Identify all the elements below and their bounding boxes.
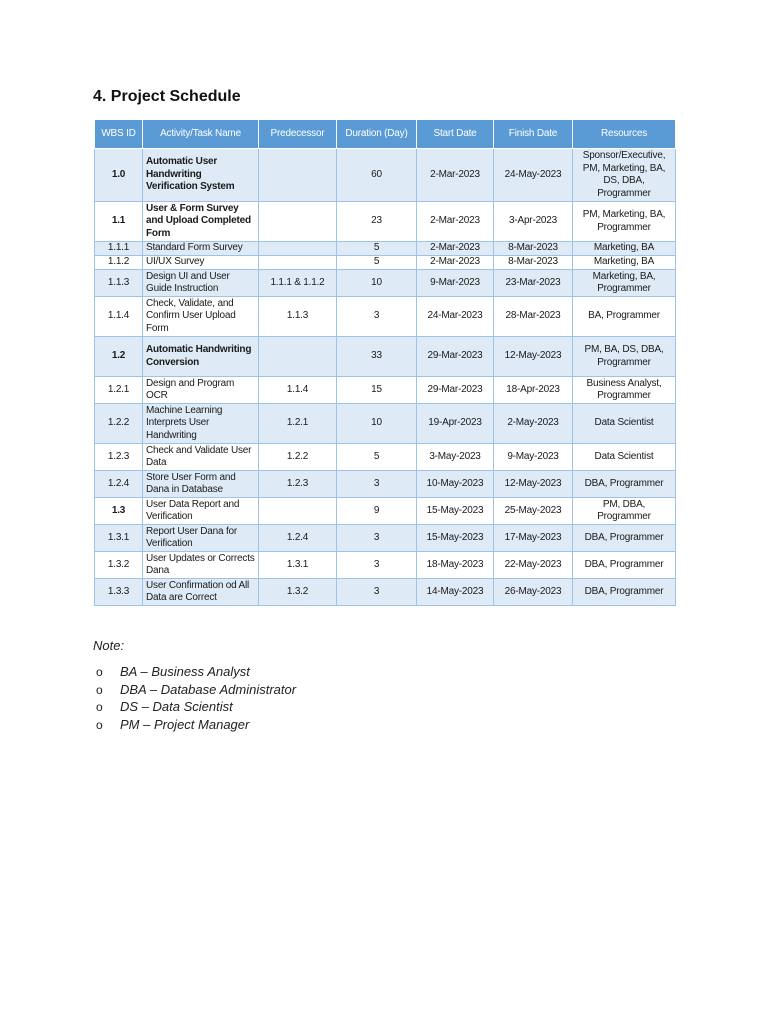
cell-resources: Data Scientist — [573, 404, 676, 444]
list-item — [96, 664, 296, 682]
cell-resources: DBA, Programmer — [573, 552, 676, 579]
cell-resources: Marketing, BA — [573, 242, 676, 256]
cell-predecessor: 1.2.3 — [259, 471, 337, 498]
cell-duration: 5 — [337, 256, 417, 270]
cell-wbs: 1.2.3 — [95, 444, 143, 471]
cell-wbs: 1.1.4 — [95, 297, 143, 337]
cell-duration: 33 — [337, 337, 417, 377]
cell-task: Check, Validate, and Confirm User Upload Form — [143, 297, 259, 337]
header-resources: Resources — [573, 120, 676, 149]
cell-task: User & Form Survey and Upload Completed Form — [143, 202, 259, 242]
cell-finish: 26-May-2023 — [494, 579, 573, 606]
cell-predecessor: 1.3.2 — [259, 579, 337, 606]
cell-task: Design UI and User Guide Instruction — [143, 270, 259, 297]
cell-start: 14-May-2023 — [417, 579, 494, 606]
note-item-text: PM – Project Manager — [120, 717, 250, 733]
cell-finish: 28-Mar-2023 — [494, 297, 573, 337]
cell-duration: 10 — [337, 270, 417, 297]
cell-finish: 8-Mar-2023 — [494, 242, 573, 256]
project-schedule-table — [94, 119, 676, 606]
cell-task: User Data Report and Verification — [143, 498, 259, 525]
cell-finish: 9-May-2023 — [494, 444, 573, 471]
table-row — [95, 149, 676, 202]
cell-duration: 3 — [337, 552, 417, 579]
table-row — [95, 270, 676, 297]
cell-predecessor: 1.1.1 & 1.1.2 — [259, 270, 337, 297]
cell-start: 15-May-2023 — [417, 498, 494, 525]
cell-wbs: 1.2.2 — [95, 404, 143, 444]
table-row — [95, 377, 676, 404]
cell-task: User Confirmation od All Data are Correct — [143, 579, 259, 606]
cell-wbs: 1.1.1 — [95, 242, 143, 256]
cell-wbs: 1.3.3 — [95, 579, 143, 606]
cell-finish: 12-May-2023 — [494, 471, 573, 498]
cell-finish: 12-May-2023 — [494, 337, 573, 377]
cell-resources: PM, DBA, Programmer — [573, 498, 676, 525]
cell-wbs: 1.2 — [95, 337, 143, 377]
cell-start: 29-Mar-2023 — [417, 377, 494, 404]
list-item — [96, 699, 296, 717]
bullet-marker: o — [96, 718, 103, 733]
cell-resources: DBA, Programmer — [573, 471, 676, 498]
cell-predecessor — [259, 149, 337, 202]
list-item — [96, 717, 296, 735]
note-item-text: DBA – Database Administrator — [120, 681, 297, 697]
cell-start: 3-May-2023 — [417, 444, 494, 471]
cell-task: Store User Form and Dana in Database — [143, 471, 259, 498]
cell-predecessor: 1.1.4 — [259, 377, 337, 404]
cell-predecessor: 1.2.4 — [259, 525, 337, 552]
table-row — [95, 498, 676, 525]
note-list — [96, 664, 296, 735]
section-heading: 4. Project Schedule — [93, 88, 241, 105]
table-row — [95, 552, 676, 579]
cell-finish: 2-May-2023 — [494, 404, 573, 444]
cell-wbs: 1.2.1 — [95, 377, 143, 404]
cell-start: 24-Mar-2023 — [417, 297, 494, 337]
cell-finish: 23-Mar-2023 — [494, 270, 573, 297]
cell-task: Automatic Handwriting Conversion — [143, 337, 259, 377]
table-header-row — [95, 120, 676, 149]
cell-wbs: 1.1.3 — [95, 270, 143, 297]
table-row — [95, 256, 676, 270]
cell-finish: 22-May-2023 — [494, 552, 573, 579]
cell-finish: 3-Apr-2023 — [494, 202, 573, 242]
note-label: Note: — [93, 638, 125, 653]
cell-start: 15-May-2023 — [417, 525, 494, 552]
cell-duration: 5 — [337, 444, 417, 471]
list-item — [96, 682, 296, 700]
cell-start: 18-May-2023 — [417, 552, 494, 579]
cell-wbs: 1.2.4 — [95, 471, 143, 498]
table-row — [95, 444, 676, 471]
cell-duration: 5 — [337, 242, 417, 256]
cell-predecessor — [259, 337, 337, 377]
bullet-marker: o — [96, 665, 103, 679]
cell-predecessor: 1.3.1 — [259, 552, 337, 579]
cell-start: 29-Mar-2023 — [417, 337, 494, 377]
cell-start: 10-May-2023 — [417, 471, 494, 498]
cell-duration: 60 — [337, 149, 417, 202]
table-row — [95, 242, 676, 256]
cell-wbs: 1.1 — [95, 202, 143, 242]
note-item-text: BA – Business Analyst — [120, 664, 250, 679]
cell-finish: 8-Mar-2023 — [494, 256, 573, 270]
cell-start: 19-Apr-2023 — [417, 404, 494, 444]
cell-wbs: 1.3.2 — [95, 552, 143, 579]
cell-start: 2-Mar-2023 — [417, 149, 494, 202]
cell-resources: Business Analyst, Programmer — [573, 377, 676, 404]
cell-resources: Data Scientist — [573, 444, 676, 471]
cell-finish: 18-Apr-2023 — [494, 377, 573, 404]
table-row — [95, 297, 676, 337]
cell-start: 2-Mar-2023 — [417, 202, 494, 242]
cell-task: Check and Validate User Data — [143, 444, 259, 471]
cell-start: 2-Mar-2023 — [417, 242, 494, 256]
cell-wbs: 1.3.1 — [95, 525, 143, 552]
cell-wbs: 1.3 — [95, 498, 143, 525]
bullet-marker: o — [96, 682, 103, 697]
header-duration: Duration (Day) — [337, 120, 417, 149]
table-row — [95, 337, 676, 377]
cell-predecessor: 1.1.3 — [259, 297, 337, 337]
cell-task: Standard Form Survey — [143, 242, 259, 256]
cell-task: User Updates or Corrects Dana — [143, 552, 259, 579]
table-row — [95, 471, 676, 498]
cell-wbs: 1.1.2 — [95, 256, 143, 270]
cell-task: Design and Program OCR — [143, 377, 259, 404]
cell-task: Automatic User Handwriting Verification System — [143, 149, 259, 202]
cell-task: UI/UX Survey — [143, 256, 259, 270]
cell-predecessor: 1.2.1 — [259, 404, 337, 444]
cell-resources: BA, Programmer — [573, 297, 676, 337]
cell-task: Report User Dana for Verification — [143, 525, 259, 552]
cell-duration: 10 — [337, 404, 417, 444]
cell-duration: 3 — [337, 471, 417, 498]
header-wbs-id: WBS ID — [95, 120, 143, 149]
cell-resources: DBA, Programmer — [573, 579, 676, 606]
cell-duration: 23 — [337, 202, 417, 242]
cell-duration: 3 — [337, 579, 417, 606]
cell-duration: 3 — [337, 297, 417, 337]
table-row — [95, 202, 676, 242]
cell-resources: PM, BA, DS, DBA, Programmer — [573, 337, 676, 377]
cell-predecessor — [259, 242, 337, 256]
cell-resources: Marketing, BA, Programmer — [573, 270, 676, 297]
header-predecessor: Predecessor — [259, 120, 337, 149]
table-row — [95, 404, 676, 444]
cell-predecessor — [259, 202, 337, 242]
cell-wbs: 1.0 — [95, 149, 143, 202]
cell-duration: 3 — [337, 525, 417, 552]
cell-finish: 25-May-2023 — [494, 498, 573, 525]
cell-predecessor: 1.2.2 — [259, 444, 337, 471]
cell-predecessor — [259, 256, 337, 270]
cell-predecessor — [259, 498, 337, 525]
table-row — [95, 525, 676, 552]
bullet-marker: o — [96, 700, 103, 715]
table-row — [95, 579, 676, 606]
header-activity: Activity/Task Name — [143, 120, 259, 149]
cell-resources: PM, Marketing, BA, Programmer — [573, 202, 676, 242]
cell-resources: Sponsor/Executive, PM, Marketing, BA, DS, DBA, Programmer — [573, 149, 676, 202]
header-finish-date: Finish Date — [494, 120, 573, 149]
header-start-date: Start Date — [417, 120, 494, 149]
cell-finish: 24-May-2023 — [494, 149, 573, 202]
cell-start: 9-Mar-2023 — [417, 270, 494, 297]
cell-finish: 17-May-2023 — [494, 525, 573, 552]
note-item-text: DS – Data Scientist — [120, 699, 233, 715]
cell-resources: DBA, Programmer — [573, 525, 676, 552]
cell-task: Machine Learning Interprets User Handwriting — [143, 404, 259, 444]
cell-duration: 9 — [337, 498, 417, 525]
cell-duration: 15 — [337, 377, 417, 404]
cell-start: 2-Mar-2023 — [417, 256, 494, 270]
cell-resources: Marketing, BA — [573, 256, 676, 270]
